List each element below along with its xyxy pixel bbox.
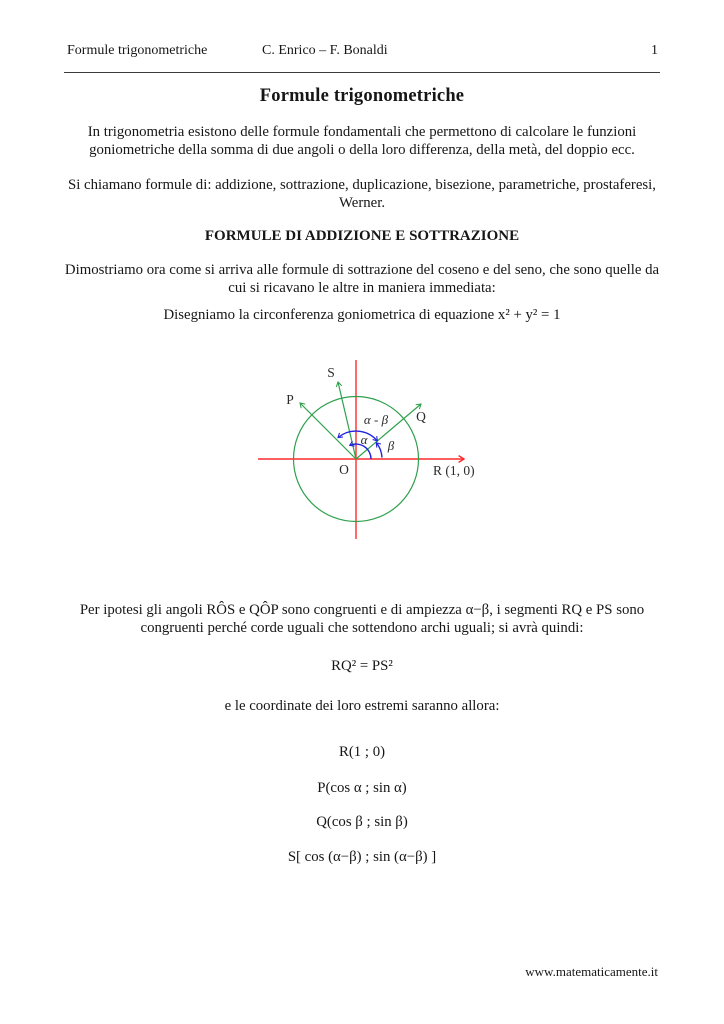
- header-running-title: Formule trigonometriche: [67, 43, 208, 58]
- arc-alpha-minus-beta: [338, 431, 377, 441]
- label-alpha-minus-beta: α - β: [363, 412, 389, 427]
- circle-equation-sentence: Disegniamo la circonferenza goniometrica di equazione x² + y² = 1: [163, 307, 561, 323]
- label-p: P: [286, 392, 294, 407]
- coordinate-s: S[ cos (α−β) ; sin (α−β) ]: [287, 849, 437, 865]
- naming-paragraph-line: Werner.: [338, 195, 386, 211]
- label-q: Q: [416, 409, 426, 424]
- vector-op: [300, 403, 356, 459]
- intro-paragraph-line: In trigonometria esistono delle formule fondamentali che permettono di calcolare le funzioni: [87, 124, 637, 140]
- hypothesis-paragraph-line: Per ipotesi gli angoli RÔS e QÔP sono congruenti e di ampiezza α−β, i segmenti RQ e PS sono: [79, 602, 645, 618]
- header-divider: [64, 72, 660, 73]
- coordinate-p: P(cos α ; sin α): [317, 780, 407, 796]
- section-heading: FORMULE DI ADDIZIONE E SOTTRAZIONE: [204, 228, 520, 244]
- page-title: Formule trigonometriche: [259, 86, 465, 106]
- unit-circle-diagram: [240, 352, 485, 548]
- header-authors: C. Enrico – F. Bonaldi: [262, 43, 388, 58]
- label-r: R (1, 0): [433, 463, 475, 478]
- label-beta: β: [387, 438, 395, 453]
- label-alpha: α: [360, 432, 368, 447]
- vector-os: [338, 382, 356, 459]
- coordinates-intro: e le coordinate dei loro estremi saranno allora:: [224, 698, 500, 714]
- hypothesis-paragraph-line: congruenti perché corde uguali che sottendono archi uguali; si avrà quindi:: [140, 620, 584, 636]
- arc-beta: [376, 443, 382, 458]
- demo-paragraph-line: Dimostriamo ora come si arriva alle formule di sottrazione del coseno e del seno, che sono quelle da: [64, 262, 660, 278]
- naming-paragraph-line: Si chiamano formule di: addizione, sottrazione, duplicazione, bisezione, parametriche, prostaferesi,: [68, 177, 656, 193]
- equation-rq-ps: RQ² = PS²: [331, 658, 393, 674]
- coordinate-r: R(1 ; 0): [338, 744, 386, 760]
- label-s: S: [327, 365, 335, 380]
- header-page-number: 1: [651, 43, 658, 58]
- footer-website: www.matematicamente.it: [525, 964, 658, 979]
- coordinate-q: Q(cos β ; sin β): [316, 814, 408, 830]
- label-o: O: [339, 462, 349, 477]
- intro-paragraph-line: goniometriche della somma di due angoli o della loro differenza, della metà, del doppio ecc.: [89, 142, 635, 158]
- demo-paragraph-line: cui si ricavano le altre in maniera immediata:: [228, 280, 496, 296]
